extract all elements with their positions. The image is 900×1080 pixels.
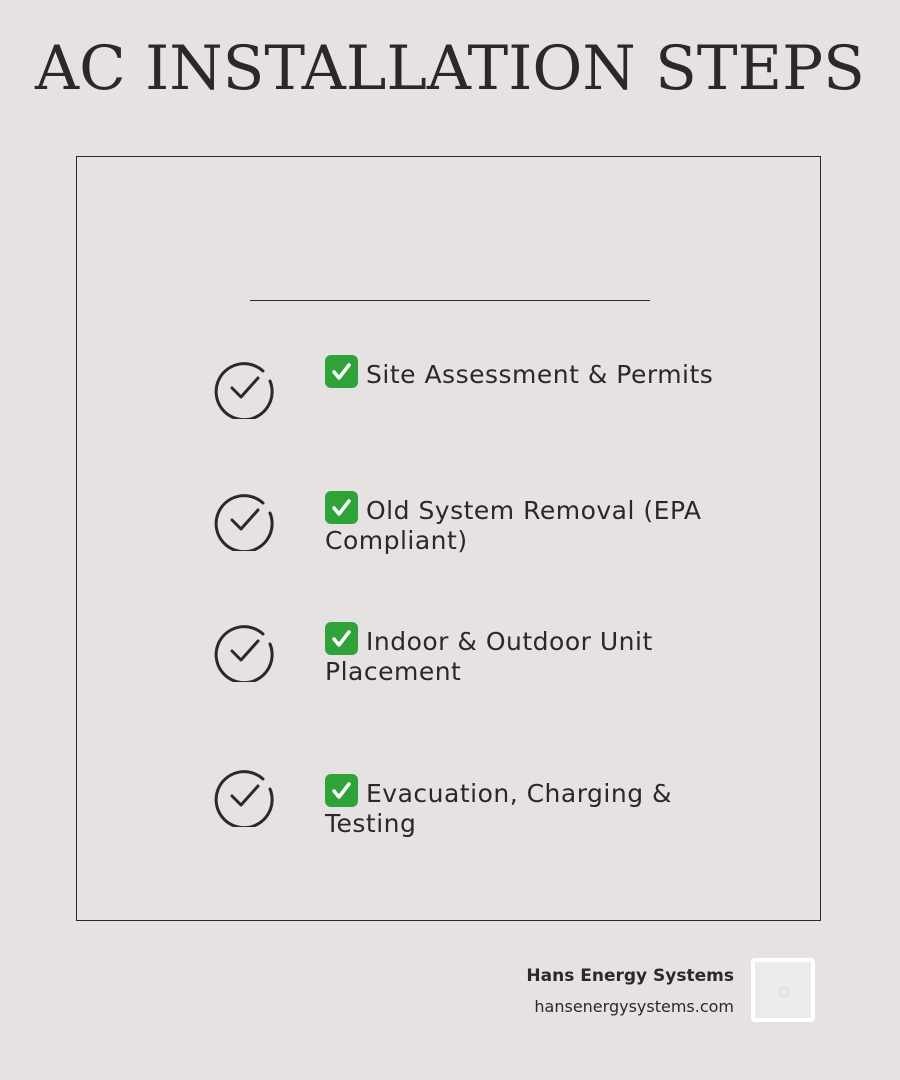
step-label: Site Assessment & Permits <box>366 360 714 389</box>
green-checkbox-icon <box>325 774 358 807</box>
step-label: Indoor & Outdoor Unit Placement <box>325 627 653 686</box>
logo-image <box>755 962 811 1018</box>
step-label: Old System Removal (EPA Compliant) <box>325 496 702 555</box>
logo-mark-icon <box>779 987 789 997</box>
step-item-2 <box>325 491 745 556</box>
brand-url[interactable]: hansenergysystems.com <box>534 997 734 1016</box>
step-label: Evacuation, Charging & Testing <box>325 779 673 838</box>
green-checkbox-icon <box>325 355 358 388</box>
brand-logo-icon <box>751 958 815 1022</box>
panel-divider <box>250 300 650 301</box>
step-item-3 <box>325 622 745 687</box>
circle-check-icon <box>213 489 275 551</box>
green-checkbox-icon <box>325 491 358 524</box>
step-item-1 <box>325 355 745 390</box>
circle-check-icon <box>213 357 275 419</box>
circle-check-icon <box>213 765 275 827</box>
step-item-4 <box>325 774 745 839</box>
brand-name: Hans Energy Systems <box>526 966 734 986</box>
circle-check-icon <box>213 620 275 682</box>
page-title: AC INSTALLATION STEPS <box>35 33 865 104</box>
green-checkbox-icon <box>325 622 358 655</box>
